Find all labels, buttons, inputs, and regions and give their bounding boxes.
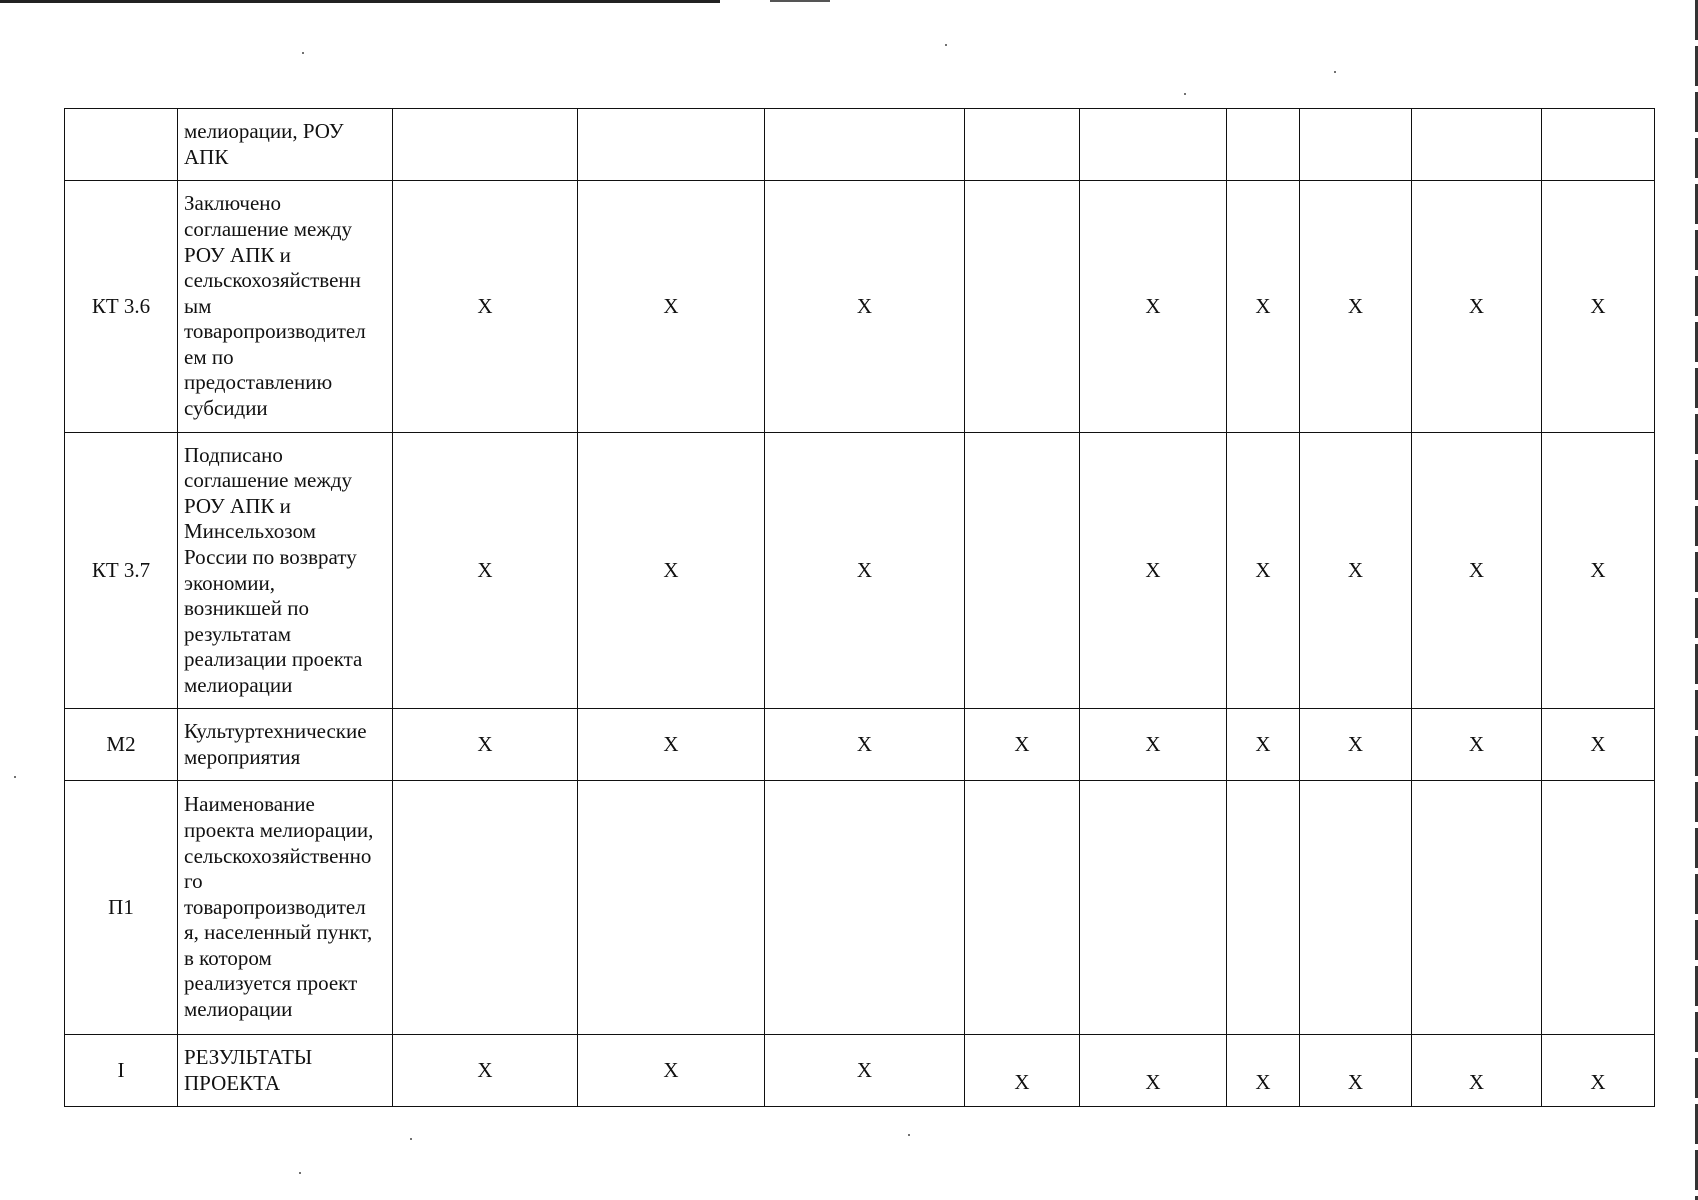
mark-cell: X [1412, 1035, 1542, 1107]
mark-cell [1080, 109, 1227, 181]
scan-speck [908, 1134, 910, 1136]
row-code-cell: КТ 3.7 [65, 433, 178, 709]
row-code-cell [65, 109, 178, 181]
table-row [65, 1035, 1655, 1107]
row-description-text: Заключено соглашение между РОУ АПК и сельскохозяйственн ым товаропроизводител ем по предоставлению субсидии [184, 191, 366, 421]
mark-cell: X [765, 709, 965, 781]
mark-cell: X [578, 1035, 765, 1107]
mark-cell: X [1080, 1035, 1227, 1107]
row-description-text: Наименование проекта мелиорации, сельскохозяйственно го товаропроизводител я, населенный пункт, в котором реализуется проект мелиорации [184, 792, 374, 1022]
mark-cell [965, 781, 1080, 1035]
mark-cell [1227, 781, 1300, 1035]
mark-cell: X [1542, 709, 1655, 781]
document-table [64, 108, 1655, 1107]
scan-edge-top [0, 0, 720, 3]
table-body [65, 109, 1655, 1107]
row-code-cell: П1 [65, 781, 178, 1035]
mark-cell: X [1300, 433, 1412, 709]
row-description-cell [178, 781, 393, 1035]
scan-speck [1334, 71, 1336, 73]
mark-cell: X [1080, 181, 1227, 433]
scan-speck [945, 44, 947, 46]
row-description-cell [178, 181, 393, 433]
mark-cell: X [578, 181, 765, 433]
mark-cell: X [965, 1035, 1080, 1107]
scan-speck [410, 1138, 412, 1140]
mark-cell [965, 433, 1080, 709]
row-code-cell: М2 [65, 709, 178, 781]
mark-cell: X [1542, 1035, 1655, 1107]
table-row [65, 781, 1655, 1035]
mark-cell: X [1412, 709, 1542, 781]
mark-cell: X [765, 433, 965, 709]
mark-cell: X [578, 709, 765, 781]
mark-cell: X [1080, 433, 1227, 709]
mark-cell [1412, 781, 1542, 1035]
mark-cell [965, 181, 1080, 433]
row-description-cell [178, 709, 393, 781]
mark-cell: X [1300, 181, 1412, 433]
mark-cell: X [1227, 181, 1300, 433]
mark-cell [1542, 109, 1655, 181]
row-description-cell [178, 1035, 393, 1107]
table-row [65, 709, 1655, 781]
mark-cell [1300, 781, 1412, 1035]
mark-cell: X [393, 181, 578, 433]
mark-cell [1080, 781, 1227, 1035]
mark-cell: X [1227, 1035, 1300, 1107]
table-row [65, 433, 1655, 709]
mark-cell: X [578, 433, 765, 709]
mark-cell [1542, 781, 1655, 1035]
mark-cell: X [393, 1035, 578, 1107]
mark-cell: X [1412, 433, 1542, 709]
mark-cell [578, 109, 765, 181]
mark-cell: X [1227, 433, 1300, 709]
mark-cell: X [393, 433, 578, 709]
row-description-text: мелиорации, РОУ АПК [184, 118, 344, 169]
mark-cell [765, 781, 965, 1035]
mark-cell: X [1080, 709, 1227, 781]
scan-edge-top-fragment [770, 0, 830, 2]
row-code-cell: КТ 3.6 [65, 181, 178, 433]
row-description-cell [178, 433, 393, 709]
row-description-text: РЕЗУЛЬТАТЫ ПРОЕКТА [184, 1044, 313, 1095]
row-description-cell [178, 109, 393, 181]
mark-cell [965, 109, 1080, 181]
mark-cell: X [1227, 709, 1300, 781]
mark-cell: X [1300, 1035, 1412, 1107]
mark-cell [765, 109, 965, 181]
mark-cell: X [765, 181, 965, 433]
mark-cell: X [1300, 709, 1412, 781]
mark-cell: X [765, 1035, 965, 1107]
mark-cell: X [965, 709, 1080, 781]
scan-speck [302, 52, 304, 54]
row-code-cell: I [65, 1035, 178, 1107]
row-description-text: Подписано соглашение между РОУ АПК и Минсельхозом России по возврату экономии, возникшей по результатам реализации проекта мелиорации [184, 442, 363, 697]
mark-cell [393, 781, 578, 1035]
mark-cell: X [1412, 181, 1542, 433]
table-row [65, 109, 1655, 181]
mark-cell [1227, 109, 1300, 181]
scan-speck [14, 776, 16, 778]
mark-cell [1300, 109, 1412, 181]
mark-cell [1412, 109, 1542, 181]
table-row [65, 181, 1655, 433]
mark-cell [578, 781, 765, 1035]
mark-cell: X [1542, 181, 1655, 433]
mark-cell: X [1542, 433, 1655, 709]
scan-speck [299, 1172, 301, 1174]
mark-cell: X [393, 709, 578, 781]
mark-cell [393, 109, 578, 181]
scan-speck [1184, 93, 1186, 95]
row-description-text: Культуртехнические мероприятия [184, 718, 367, 769]
